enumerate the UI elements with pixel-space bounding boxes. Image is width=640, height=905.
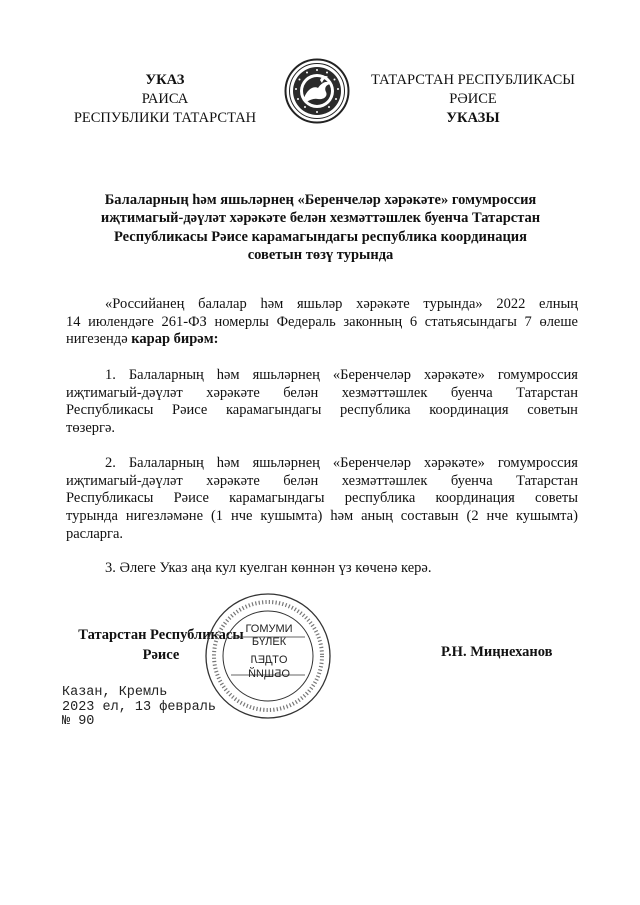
header-left-block bbox=[55, 71, 275, 128]
title-line: иҗтимагый-дәүләт хәрәкәте белән хезмәттәшлек буенча Татарстан bbox=[100, 210, 541, 227]
stamp-text-line: БҮЛЕК bbox=[251, 636, 287, 648]
decree-item-2 bbox=[66, 455, 578, 544]
item-line: төзергә. bbox=[66, 420, 116, 437]
decree-title bbox=[88, 191, 553, 264]
header-left-title: УКАЗ bbox=[145, 72, 185, 88]
footer-number: № 90 bbox=[62, 714, 95, 729]
preamble-text: нигезендә bbox=[66, 331, 132, 348]
title-line: советын төзү турында bbox=[247, 246, 394, 263]
header-right-subtitle: РӘИСЕ bbox=[449, 91, 497, 107]
header-left-subtitle: РАИСА bbox=[141, 91, 189, 107]
item-line: расларга. bbox=[66, 525, 124, 542]
preamble-paragraph bbox=[66, 296, 578, 349]
decree-item-3 bbox=[66, 560, 578, 578]
decree-footer bbox=[62, 686, 216, 730]
official-stamp-icon bbox=[203, 591, 333, 721]
preamble-line: «Российанең балалар һәм яшьләр хәрәкәте турында» 2022 елның bbox=[105, 296, 578, 312]
title-line: Республикасы Рәисе карамагындагы республика координация bbox=[114, 228, 527, 245]
item-line: иҗтимагый-дәүләт хәрәкәте белән хезмәттәшлек буенча Татарстан bbox=[66, 384, 578, 401]
header-right-region: ТАТАРСТАН РЕСПУБЛИКАСЫ bbox=[371, 72, 575, 88]
header-right-block bbox=[362, 71, 584, 128]
decision-phrase: карар бирәм: bbox=[131, 331, 219, 348]
item-line: иҗтимагый-дәүләт хәрәкәте белән хезмәттәшлек буенча Татарстан bbox=[66, 472, 578, 489]
item-line: Республикасы Рәисе карамагындагы республика координация советы bbox=[66, 490, 578, 507]
stamp-text-line: ОТДЕЛ bbox=[250, 654, 288, 666]
signatory-name: Р.Н. Миңнеханов bbox=[441, 644, 553, 660]
item-line: 1. Балаларның һәм яшьләрнең «Беренчеләр хәрәкәте» гомумроссия bbox=[105, 367, 578, 383]
stamp-text-line: ОБЩИЙ bbox=[248, 668, 290, 680]
item-line: 2. Балаларның һәм яшьләрнең «Беренчеләр хәрәкәте» гомумроссия bbox=[105, 455, 578, 471]
item-line: 3. Әлеге Указ аңа кул куелган көннән үз көченә керә. bbox=[105, 560, 432, 576]
header-left-region: РЕСПУБЛИКИ ТАТАРСТАН bbox=[73, 110, 257, 126]
footer-date: 2023 ел, 13 февраль bbox=[62, 699, 216, 715]
coat-of-arms-icon bbox=[284, 58, 350, 124]
item-line: Республикасы Рәисе карамагындагы республика координация советын bbox=[66, 402, 578, 419]
decree-item-1 bbox=[66, 367, 578, 438]
header-right-title: УКАЗЫ bbox=[446, 110, 500, 126]
signatory-org: Татарстан Республикасы bbox=[78, 627, 244, 643]
stamp-text-line: ГОМУМИ bbox=[245, 623, 293, 635]
item-line: турында нигезләмәне (1 нче кушымта) һәм аның составын (2 нче кушымта) bbox=[66, 508, 578, 525]
preamble-line: 14 июлендәге 261-ФЗ номерлы Федераль законның 6 статьясындагы 7 өлеше bbox=[66, 313, 578, 330]
footer-place: Казан, Кремль bbox=[62, 685, 168, 700]
title-line: Балаларның һәм яшьләрнең «Беренчеләр хәрәкәте» гомумроссия bbox=[104, 192, 537, 208]
signatory-position: Рәисе bbox=[142, 647, 180, 663]
preamble-line bbox=[66, 331, 578, 349]
